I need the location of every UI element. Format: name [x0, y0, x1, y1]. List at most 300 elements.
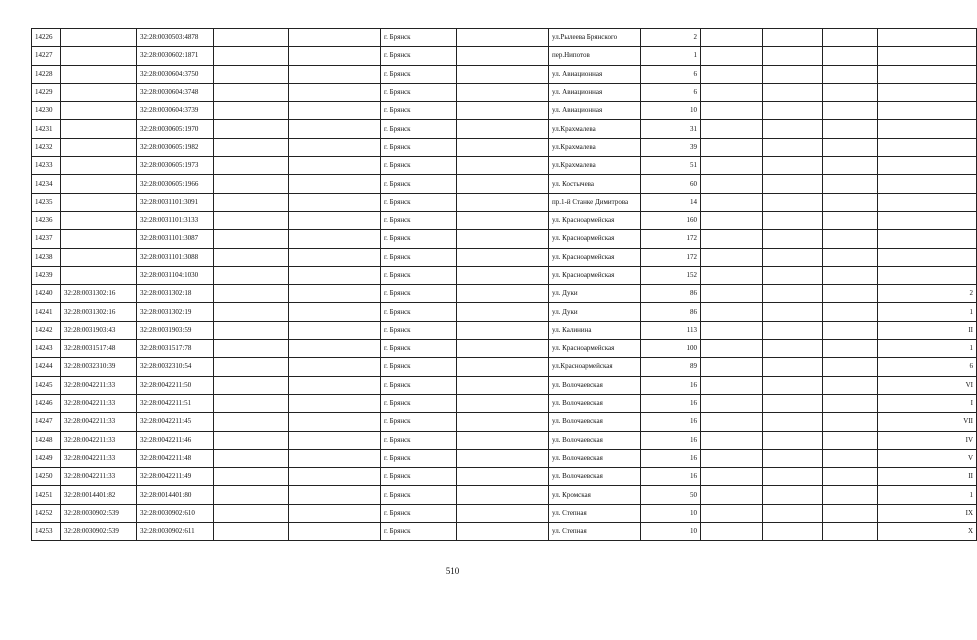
cell-empty-col-10: [701, 230, 763, 248]
cell-house-number: 50: [641, 486, 701, 504]
cell-city: г. Брянск: [381, 376, 457, 394]
cell-empty-col-7: [457, 120, 549, 138]
cell-unit-number: [878, 248, 977, 266]
cell-cadastral-number: 32:28:0030602:1871: [137, 47, 214, 65]
cell-cadastral-number: 32:28:0042211:51: [137, 394, 214, 412]
cell-unit-number: VI: [878, 376, 977, 394]
cell-empty-col-10: [701, 285, 763, 303]
cell-empty-col-5: [289, 431, 381, 449]
cell-parent-cadastral-number: 32:28:0031903:43: [61, 321, 137, 339]
cell-parent-cadastral-number: [61, 193, 137, 211]
cell-house-number: 10: [641, 504, 701, 522]
table-row: [32, 211, 977, 229]
cell-row-number: 14228: [32, 65, 61, 83]
cell-row-number: 14240: [32, 285, 61, 303]
cell-empty-col-11: [763, 285, 823, 303]
cell-empty-col-7: [457, 394, 549, 412]
cell-unit-number: IX: [878, 504, 977, 522]
cell-empty-col-7: [457, 340, 549, 358]
cell-empty-col-11: [763, 120, 823, 138]
table-row: [32, 285, 977, 303]
cell-empty-col-12: [823, 211, 878, 229]
table-row: [32, 120, 977, 138]
cell-house-number: 60: [641, 175, 701, 193]
cell-row-number: 14233: [32, 157, 61, 175]
cell-street: ул. Волочаевская: [549, 394, 641, 412]
cell-city: г. Брянск: [381, 83, 457, 101]
cell-cadastral-number: 32:28:0030605:1970: [137, 120, 214, 138]
cell-unit-number: [878, 65, 977, 83]
cell-empty-col-4: [214, 65, 289, 83]
cell-empty-col-11: [763, 504, 823, 522]
cell-empty-col-12: [823, 65, 878, 83]
cell-street: ул. Волочаевская: [549, 449, 641, 467]
cell-city: г. Брянск: [381, 468, 457, 486]
cell-unit-number: II: [878, 468, 977, 486]
cell-unit-number: I: [878, 394, 977, 412]
cell-empty-col-7: [457, 321, 549, 339]
cell-empty-col-12: [823, 157, 878, 175]
table-row: [32, 266, 977, 284]
cell-empty-col-7: [457, 138, 549, 156]
cell-cadastral-number: 32:28:0030503:4878: [137, 29, 214, 47]
cell-empty-col-5: [289, 83, 381, 101]
cell-empty-col-11: [763, 230, 823, 248]
cell-empty-col-12: [823, 83, 878, 101]
cell-empty-col-7: [457, 468, 549, 486]
cell-city: г. Брянск: [381, 175, 457, 193]
cell-empty-col-5: [289, 47, 381, 65]
cell-street: ул. Авиационная: [549, 102, 641, 120]
cell-empty-col-12: [823, 358, 878, 376]
cell-street: ул. Красноармейская: [549, 340, 641, 358]
cell-empty-col-4: [214, 157, 289, 175]
cell-unit-number: V: [878, 449, 977, 467]
cell-empty-col-10: [701, 523, 763, 541]
cell-row-number: 14232: [32, 138, 61, 156]
cell-house-number: 6: [641, 65, 701, 83]
cell-parent-cadastral-number: [61, 120, 137, 138]
table-row: [32, 376, 977, 394]
cell-unit-number: VII: [878, 413, 977, 431]
cell-cadastral-number: 32:28:0042211:48: [137, 449, 214, 467]
cell-house-number: 89: [641, 358, 701, 376]
table-row: [32, 303, 977, 321]
cell-parent-cadastral-number: 32:28:0042211:33: [61, 394, 137, 412]
cell-empty-col-4: [214, 120, 289, 138]
cell-empty-col-10: [701, 321, 763, 339]
cell-empty-col-11: [763, 413, 823, 431]
cell-row-number: 14227: [32, 47, 61, 65]
cell-empty-col-10: [701, 358, 763, 376]
cell-empty-col-5: [289, 175, 381, 193]
cell-empty-col-12: [823, 266, 878, 284]
cell-empty-col-10: [701, 468, 763, 486]
cell-empty-col-11: [763, 266, 823, 284]
cell-empty-col-10: [701, 340, 763, 358]
cell-cadastral-number: 32:28:0014401:80: [137, 486, 214, 504]
cell-city: г. Брянск: [381, 120, 457, 138]
cell-parent-cadastral-number: 32:28:0042211:33: [61, 468, 137, 486]
cell-street: ул. Красноармейская: [549, 248, 641, 266]
cell-empty-col-7: [457, 175, 549, 193]
cell-empty-col-12: [823, 102, 878, 120]
cell-empty-col-11: [763, 340, 823, 358]
cell-house-number: 31: [641, 120, 701, 138]
table-row: [32, 358, 977, 376]
cell-house-number: 10: [641, 523, 701, 541]
cell-house-number: 16: [641, 449, 701, 467]
cell-empty-col-11: [763, 138, 823, 156]
cell-unit-number: [878, 211, 977, 229]
cell-empty-col-5: [289, 413, 381, 431]
cell-row-number: 14241: [32, 303, 61, 321]
cell-row-number: 14250: [32, 468, 61, 486]
cell-empty-col-5: [289, 504, 381, 522]
cell-empty-col-7: [457, 523, 549, 541]
cell-cadastral-number: 32:28:0031101:3133: [137, 211, 214, 229]
cell-cadastral-number: 32:28:0030605:1966: [137, 175, 214, 193]
cell-empty-col-5: [289, 102, 381, 120]
cell-empty-col-4: [214, 266, 289, 284]
cell-empty-col-11: [763, 358, 823, 376]
table-row: [32, 83, 977, 101]
cell-empty-col-12: [823, 230, 878, 248]
cell-empty-col-5: [289, 285, 381, 303]
cell-city: г. Брянск: [381, 394, 457, 412]
cell-empty-col-5: [289, 376, 381, 394]
cell-empty-col-5: [289, 468, 381, 486]
cell-city: г. Брянск: [381, 523, 457, 541]
cell-empty-col-5: [289, 340, 381, 358]
cell-empty-col-10: [701, 175, 763, 193]
cell-empty-col-12: [823, 394, 878, 412]
cell-street: ул. Степная: [549, 523, 641, 541]
cell-empty-col-10: [701, 248, 763, 266]
cell-empty-col-5: [289, 303, 381, 321]
table-row: [32, 413, 977, 431]
cell-empty-col-4: [214, 431, 289, 449]
cell-empty-col-4: [214, 523, 289, 541]
cell-city: г. Брянск: [381, 486, 457, 504]
table-row: [32, 321, 977, 339]
cell-street: ул. Волочаевская: [549, 376, 641, 394]
cell-empty-col-10: [701, 449, 763, 467]
cell-parent-cadastral-number: 32:28:0042211:33: [61, 431, 137, 449]
cell-row-number: 14243: [32, 340, 61, 358]
table-body: [32, 29, 977, 541]
cell-cadastral-number: 32:28:0030604:3739: [137, 102, 214, 120]
cell-parent-cadastral-number: 32:28:0032310:39: [61, 358, 137, 376]
cell-row-number: 14239: [32, 266, 61, 284]
table-row: [32, 449, 977, 467]
cell-empty-col-11: [763, 321, 823, 339]
table-row: [32, 230, 977, 248]
cell-empty-col-11: [763, 65, 823, 83]
cell-empty-col-7: [457, 29, 549, 47]
cell-cadastral-number: 32:28:0031903:59: [137, 321, 214, 339]
cell-house-number: 16: [641, 394, 701, 412]
cell-street: ул.Крахмалева: [549, 120, 641, 138]
cell-unit-number: [878, 266, 977, 284]
cell-parent-cadastral-number: 32:28:0031302:16: [61, 285, 137, 303]
cell-unit-number: 1: [878, 486, 977, 504]
cell-city: г. Брянск: [381, 285, 457, 303]
cell-empty-col-12: [823, 321, 878, 339]
cell-unit-number: 6: [878, 358, 977, 376]
cell-empty-col-10: [701, 394, 763, 412]
cell-empty-col-5: [289, 266, 381, 284]
cell-empty-col-11: [763, 376, 823, 394]
cell-street: ул. Калинина: [549, 321, 641, 339]
cell-street: ул. Красноармейская: [549, 230, 641, 248]
cell-house-number: 14: [641, 193, 701, 211]
cell-city: г. Брянск: [381, 340, 457, 358]
cell-empty-col-10: [701, 29, 763, 47]
cell-city: г. Брянск: [381, 431, 457, 449]
cell-empty-col-5: [289, 358, 381, 376]
cell-empty-col-10: [701, 102, 763, 120]
cell-cadastral-number: 32:28:0042211:45: [137, 413, 214, 431]
cell-street: ул. Волочаевская: [549, 431, 641, 449]
cell-empty-col-7: [457, 358, 549, 376]
cell-cadastral-number: 32:28:0031101:3088: [137, 248, 214, 266]
cell-street: ул. Волочаевская: [549, 413, 641, 431]
table-row: [32, 486, 977, 504]
cell-empty-col-7: [457, 248, 549, 266]
cell-empty-col-4: [214, 468, 289, 486]
cell-empty-col-4: [214, 413, 289, 431]
cell-house-number: 113: [641, 321, 701, 339]
cell-empty-col-12: [823, 468, 878, 486]
cell-unit-number: [878, 47, 977, 65]
cell-empty-col-7: [457, 504, 549, 522]
cell-unit-number: [878, 175, 977, 193]
cell-empty-col-7: [457, 157, 549, 175]
cell-empty-col-7: [457, 47, 549, 65]
cell-city: г. Брянск: [381, 303, 457, 321]
cell-city: г. Брянск: [381, 449, 457, 467]
cell-empty-col-5: [289, 138, 381, 156]
cell-street: пр.1-й Станке Димитрова: [549, 193, 641, 211]
cell-empty-col-5: [289, 321, 381, 339]
table-row: [32, 138, 977, 156]
cell-empty-col-4: [214, 102, 289, 120]
cell-empty-col-5: [289, 65, 381, 83]
cell-unit-number: [878, 230, 977, 248]
cell-empty-col-5: [289, 248, 381, 266]
cell-empty-col-7: [457, 230, 549, 248]
cell-row-number: 14237: [32, 230, 61, 248]
cell-parent-cadastral-number: [61, 29, 137, 47]
cell-cadastral-number: 32:28:0032310:54: [137, 358, 214, 376]
cell-parent-cadastral-number: 32:28:0031517:48: [61, 340, 137, 358]
cell-street: ул. Дуки: [549, 285, 641, 303]
cell-street: ул.Красноармейская: [549, 358, 641, 376]
cell-empty-col-5: [289, 193, 381, 211]
cell-empty-col-11: [763, 211, 823, 229]
cell-empty-col-10: [701, 83, 763, 101]
cell-empty-col-7: [457, 193, 549, 211]
cell-cadastral-number: 32:28:0031104:1030: [137, 266, 214, 284]
cell-house-number: 16: [641, 413, 701, 431]
cell-row-number: 14252: [32, 504, 61, 522]
cell-empty-col-4: [214, 504, 289, 522]
cell-empty-col-12: [823, 138, 878, 156]
cell-street: ул. Авиационная: [549, 65, 641, 83]
cell-street: ул. Дуки: [549, 303, 641, 321]
cell-empty-col-11: [763, 431, 823, 449]
cell-empty-col-7: [457, 266, 549, 284]
cell-parent-cadastral-number: [61, 175, 137, 193]
table-row: [32, 468, 977, 486]
cell-cadastral-number: 32:28:0031101:3087: [137, 230, 214, 248]
cell-row-number: 14248: [32, 431, 61, 449]
cell-empty-col-4: [214, 248, 289, 266]
cell-city: г. Брянск: [381, 193, 457, 211]
cell-row-number: 14234: [32, 175, 61, 193]
cell-empty-col-4: [214, 29, 289, 47]
cell-empty-col-10: [701, 157, 763, 175]
table-row: [32, 340, 977, 358]
cell-house-number: 16: [641, 431, 701, 449]
cell-empty-col-4: [214, 449, 289, 467]
cell-city: г. Брянск: [381, 266, 457, 284]
cell-empty-col-7: [457, 431, 549, 449]
table-row: [32, 394, 977, 412]
cell-street: пер.Нипотов: [549, 47, 641, 65]
cell-parent-cadastral-number: 32:28:0031302:16: [61, 303, 137, 321]
cell-empty-col-4: [214, 211, 289, 229]
cell-cadastral-number: 32:28:0030605:1973: [137, 157, 214, 175]
cell-parent-cadastral-number: [61, 211, 137, 229]
cell-house-number: 16: [641, 376, 701, 394]
cell-empty-col-11: [763, 193, 823, 211]
cell-empty-col-10: [701, 266, 763, 284]
cell-empty-col-12: [823, 449, 878, 467]
cell-row-number: 14251: [32, 486, 61, 504]
cell-empty-col-5: [289, 394, 381, 412]
cell-empty-col-7: [457, 413, 549, 431]
cell-empty-col-7: [457, 449, 549, 467]
cell-empty-col-11: [763, 523, 823, 541]
cell-empty-col-5: [289, 120, 381, 138]
cell-empty-col-5: [289, 449, 381, 467]
cell-empty-col-4: [214, 486, 289, 504]
cell-row-number: 14235: [32, 193, 61, 211]
cell-empty-col-12: [823, 47, 878, 65]
cell-street: ул. Степная: [549, 504, 641, 522]
cell-street: ул.Крахмалева: [549, 138, 641, 156]
cell-row-number: 14245: [32, 376, 61, 394]
cell-cadastral-number: 32:28:0031302:18: [137, 285, 214, 303]
cell-row-number: 14249: [32, 449, 61, 467]
cell-cadastral-number: 32:28:0031517:78: [137, 340, 214, 358]
cell-unit-number: [878, 83, 977, 101]
cell-unit-number: 2: [878, 285, 977, 303]
cell-street: ул.Рылеева Брянского: [549, 29, 641, 47]
cell-empty-col-7: [457, 486, 549, 504]
cell-unit-number: [878, 157, 977, 175]
cell-empty-col-4: [214, 175, 289, 193]
cell-empty-col-11: [763, 394, 823, 412]
cell-empty-col-12: [823, 376, 878, 394]
cell-unit-number: [878, 102, 977, 120]
cell-parent-cadastral-number: 32:28:0042211:33: [61, 413, 137, 431]
cell-empty-col-12: [823, 486, 878, 504]
cell-empty-col-11: [763, 47, 823, 65]
cell-city: г. Брянск: [381, 102, 457, 120]
cell-empty-col-7: [457, 285, 549, 303]
cell-city: г. Брянск: [381, 321, 457, 339]
cell-house-number: 100: [641, 340, 701, 358]
cell-row-number: 14246: [32, 394, 61, 412]
cell-city: г. Брянск: [381, 138, 457, 156]
cell-house-number: 1: [641, 47, 701, 65]
cell-street: ул. Красноармейская: [549, 211, 641, 229]
cell-cadastral-number: 32:28:0042211:50: [137, 376, 214, 394]
cell-empty-col-10: [701, 486, 763, 504]
cell-unit-number: [878, 193, 977, 211]
cell-cadastral-number: 32:28:0042211:49: [137, 468, 214, 486]
cell-empty-col-4: [214, 303, 289, 321]
cell-unit-number: X: [878, 523, 977, 541]
cell-parent-cadastral-number: [61, 102, 137, 120]
cell-city: г. Брянск: [381, 504, 457, 522]
cell-house-number: 51: [641, 157, 701, 175]
cell-house-number: 6: [641, 83, 701, 101]
cell-parent-cadastral-number: [61, 138, 137, 156]
cell-unit-number: 1: [878, 340, 977, 358]
cell-cadastral-number: 32:28:0030902:611: [137, 523, 214, 541]
cell-empty-col-10: [701, 413, 763, 431]
cell-empty-col-11: [763, 486, 823, 504]
cell-empty-col-5: [289, 29, 381, 47]
cell-row-number: 14242: [32, 321, 61, 339]
cell-empty-col-4: [214, 230, 289, 248]
cell-empty-col-12: [823, 248, 878, 266]
page-number: 510: [445, 566, 460, 576]
cell-empty-col-4: [214, 193, 289, 211]
cell-empty-col-12: [823, 413, 878, 431]
cell-city: г. Брянск: [381, 47, 457, 65]
cell-empty-col-5: [289, 230, 381, 248]
cell-empty-col-10: [701, 376, 763, 394]
table-row: [32, 102, 977, 120]
cell-empty-col-10: [701, 504, 763, 522]
cell-parent-cadastral-number: [61, 230, 137, 248]
cell-row-number: 14244: [32, 358, 61, 376]
cell-street: ул. Кромская: [549, 486, 641, 504]
cell-empty-col-12: [823, 193, 878, 211]
table-row: [32, 65, 977, 83]
cell-empty-col-12: [823, 120, 878, 138]
cell-empty-col-7: [457, 102, 549, 120]
cell-unit-number: 1: [878, 303, 977, 321]
cell-empty-col-7: [457, 65, 549, 83]
table-row: [32, 175, 977, 193]
cell-empty-col-11: [763, 449, 823, 467]
cell-empty-col-4: [214, 47, 289, 65]
cell-cadastral-number: 32:28:0030604:3748: [137, 83, 214, 101]
cell-empty-col-7: [457, 211, 549, 229]
cell-city: г. Брянск: [381, 211, 457, 229]
cell-parent-cadastral-number: [61, 157, 137, 175]
cell-house-number: 172: [641, 248, 701, 266]
property-table: [31, 28, 977, 541]
cell-empty-col-4: [214, 83, 289, 101]
cell-empty-col-10: [701, 193, 763, 211]
